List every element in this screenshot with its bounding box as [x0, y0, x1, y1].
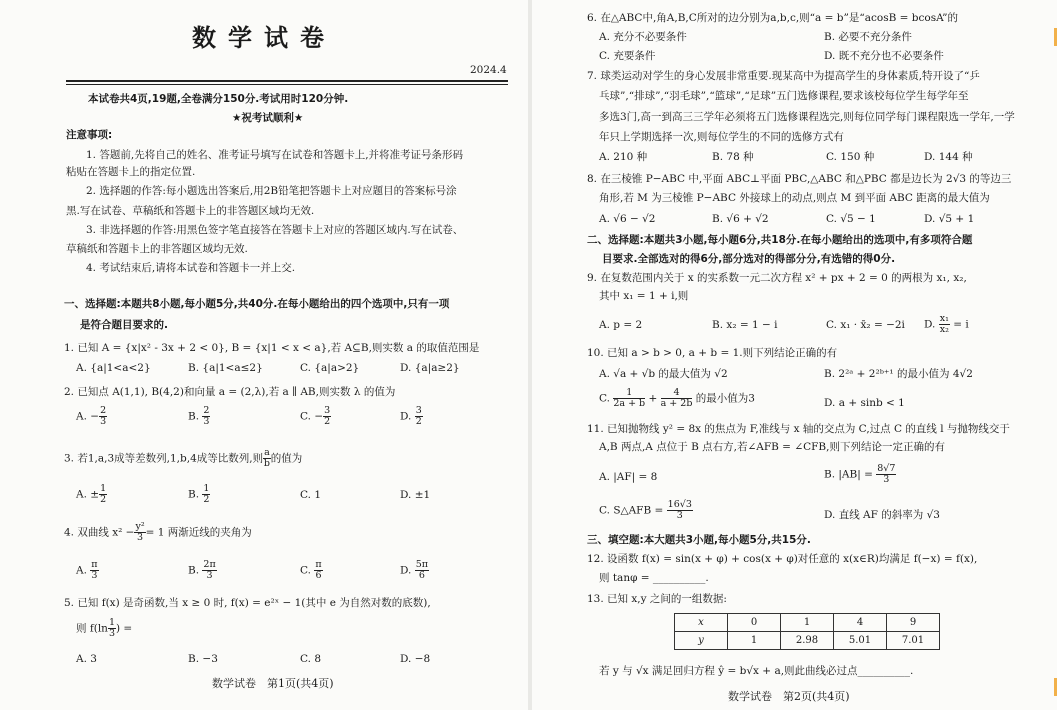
exam-info: 本试卷共4页,19题,全卷满分150分.考试用时120分钟. [88, 93, 349, 105]
notice-line: 4. 考试结束后,请将本试卷和答题卡一并上交. [86, 262, 296, 274]
q3-option-c: C. 1 [300, 489, 322, 501]
q7-stem-cont: 乓球”,“排球”,“羽毛球”,“篮球”,“足球”五门选修课程,要求该校每位学生每学年至 [599, 90, 969, 102]
section-2-heading: 二、选择题:本题共3小题,每小题6分,共18分.在每小题给出的选项中,有多项符合题 [587, 234, 973, 246]
q9-option-d: D. $\frac{\text{x₁}}{\text{x₂}}$ = i [924, 313, 969, 335]
q11-option-c: C. S△AFB = $\frac{16√3}{3}$ [599, 499, 692, 521]
q1-option-c: C. {a|a>2} [300, 362, 360, 374]
notice-line: 3. 非选择题的作答:用黑色签字笔直接答在答题卡上对应的答题区域内.写在试卷、 [86, 224, 464, 236]
q4-option-d: D. $\frac{5\pi}{6}$ [400, 559, 429, 581]
exam-wish: ★祝考试顺利★ [232, 112, 304, 124]
table-cell: 9 [887, 614, 940, 632]
q4-option-c: C. $\frac{\pi}{6}$ [300, 559, 322, 581]
q8-option-a: A. √6 − √2 [599, 213, 656, 225]
q7-option-d: D. 144 种 [924, 151, 973, 163]
table-cell: 2.98 [781, 632, 834, 650]
table-cell: y [675, 632, 728, 650]
q7-stem-cont: 年只上学期选择一次,则每位学生的不同的选修方式有 [599, 131, 844, 143]
header-rule-thin [66, 84, 508, 85]
q1-stem: 1. 已知 A = {x|x² - 3x + 2 < 0}, B = {x|1 < x < a},若 A⊆B,则实数 a 的取值范围是 [64, 342, 480, 354]
section-2-heading-cont: 目要求.全部选对的得6分,部分选对的得部分分,有选错的得0分. [602, 253, 896, 265]
section-3-heading: 三、填空题:本大题共3小题,每小题5分,共15分. [587, 534, 811, 546]
header-rule [66, 80, 508, 82]
q7-stem-cont: 多选3门,高一到高三三学年必须将五门选修课程选完,则每位同学每门课程限选一学年,一学 [599, 111, 1015, 123]
table-cell: 0 [728, 614, 781, 632]
page-1-footer: 数学试卷 第1页(共4页) [212, 677, 334, 690]
table-row [675, 614, 940, 632]
q13-stem: 13. 已知 x,y 之间的一组数据: [587, 593, 727, 605]
q2-option-b: B. $\frac{2}{3}$ [188, 405, 210, 427]
table-cell: 7.01 [887, 632, 940, 650]
q7-stem: 7. 球类运动对学生的身心发展非常重要.现某高中为提高学生的身体素质,特开设了“乒 [587, 70, 980, 82]
notice-line: 粘贴在答题卡上的指定位置. [66, 166, 196, 178]
q10-option-d: D. a + sinb < 1 [824, 397, 905, 409]
q9-option-b: B. x₂ = 1 − i [712, 319, 778, 331]
q10-option-a: A. √a + √b 的最大值为 √2 [599, 368, 728, 380]
table-cell: 1 [728, 632, 781, 650]
q6-option-c: C. 充要条件 [599, 50, 656, 62]
q6-option-b: B. 必要不充分条件 [824, 31, 912, 43]
q5-option-c: C. 8 [300, 653, 322, 665]
notice-line: 2. 选择题的作答:每小题选出答案后,用2B铅笔把答题卡上对应题目的答案标号涂 [86, 185, 457, 197]
q7-option-a: A. 210 种 [599, 151, 648, 163]
q6-stem: 6. 在△ABC中,角A,B,C所对的边分别为a,b,c,则“a = b”是“acosB = bcosA”的 [587, 12, 958, 24]
q11-option-b: B. |AB| = $\frac{8√7}{3}$ [824, 463, 896, 485]
q11-option-a: A. |AF| = 8 [599, 471, 658, 483]
section-1-heading: 一、选择题:本题共8小题,每小题5分,共40分.在每小题给出的四个选项中,只有一项 [64, 298, 450, 310]
q12-stem: 12. 设函数 f(x) = sin(x + φ) + cos(x + φ)对任意的 x(x∈R)均满足 f(−x) = f(x), [587, 553, 978, 565]
notice-line: 1. 答题前,先将自己的姓名、准考证号填写在试卷和答题卡上,并将准考证号条形码 [86, 149, 464, 161]
table-cell: 5.01 [834, 632, 887, 650]
exam-page-2 [532, 0, 1057, 710]
table-row [675, 632, 940, 650]
q5-option-b: B. −3 [188, 653, 218, 665]
q8-option-d: D. √5 + 1 [924, 213, 975, 225]
page-2-footer: 数学试卷 第2页(共4页) [728, 690, 850, 703]
q10-stem: 10. 已知 a > b > 0, a + b = 1.则下列结论正确的有 [587, 347, 838, 359]
q7-option-b: B. 78 种 [712, 151, 754, 163]
table-cell: 1 [781, 614, 834, 632]
section-1-heading-cont: 是符合题目要求的. [80, 319, 168, 331]
q2-option-c: C. − $\frac{3}{2}$ [300, 405, 331, 427]
q10-option-b: B. 2²ᵃ + 2²ᵇ⁺¹ 的最小值为 4√2 [824, 368, 973, 380]
q9-option-c: C. x₁ · x̄₂ = −2i [826, 319, 905, 331]
q3-option-d: D. ±1 [400, 489, 431, 501]
q8-stem: 8. 在三棱锥 P−ABC 中,平面 ABC⊥平面 PBC,△ABC 和△PBC 都是边长为 2√3 的等边三 [587, 173, 1012, 185]
exam-page-1 [0, 0, 528, 710]
q11-stem-cont: A,B 两点,A 点位于 B 点右方,若∠AFB = ∠CFB,则下列结论一定正确的有 [599, 441, 945, 453]
q8-stem-cont: 角形,若 M 为三棱锥 P−ABC 外接球上的动点,则点 M 到平面 ABC 距离的最大值为 [599, 192, 990, 204]
q9-option-a: A. p = 2 [599, 319, 643, 331]
table-cell: 4 [834, 614, 887, 632]
notice-line: 黑.写在试卷、草稿纸和答题卡上的非答题区域均无效. [66, 205, 315, 217]
q9-stem: 9. 在复数范围内关于 x 的实系数一元二次方程 x² + px + 2 = 0 的两根为 x₁, x₂, [587, 272, 967, 284]
q9-stem-cont: 其中 x₁ = 1 + i,则 [599, 290, 689, 302]
q13-data-table [674, 613, 940, 650]
q3-option-b: B. $\frac{1}{2}$ [188, 483, 210, 505]
q8-option-c: C. √5 − 1 [826, 213, 876, 225]
q2-option-a: A. − $\frac{2}{3}$ [76, 405, 107, 427]
q1-option-a: A. {a|1<a<2} [76, 362, 151, 374]
q10-option-c: C. $\frac{1}{2a + b}$ + $\frac{4}{a + 2b}$ 的最小值为3 [599, 387, 755, 409]
q3-option-a: A. ± $\frac{1}{2}$ [76, 483, 107, 505]
q5-stem: 5. 已知 f(x) 是奇函数,当 x ≥ 0 时, f(x) = e²ˣ − 1(其中 e 为自然对数的底数), [64, 597, 431, 609]
q5-option-d: D. −8 [400, 653, 431, 665]
table-cell: x [675, 614, 728, 632]
q11-stem: 11. 已知抛物线 y² = 8x 的焦点为 F,准线与 x 轴的交点为 C,过点 C 的直线 l 与抛物线交于 [587, 423, 1010, 435]
q6-option-a: A. 充分不必要条件 [599, 31, 687, 43]
notice-line: 草稿纸和答题卡上的非答题区域均无效. [66, 243, 248, 255]
q1-option-d: D. {a|a≥2} [400, 362, 460, 374]
q7-option-c: C. 150 种 [826, 151, 875, 163]
q3-stem: 3. 若1,a,3成等差数列,1,b,4成等比数列,则 $\frac{a}{b}$ 的值为 [64, 447, 303, 469]
exam-title: 数学试卷 [192, 24, 336, 52]
q6-option-d: D. 既不充分也不必要条件 [824, 50, 944, 62]
q2-option-d: D. $\frac{3}{2}$ [400, 405, 422, 427]
q13-tail: 若 y 与 √x 满足回归方程 ŷ = b√x + a,则此曲线必过点__________. [599, 665, 914, 677]
q8-option-b: B. √6 + √2 [712, 213, 769, 225]
q4-stem: 4. 双曲线 x² − $\frac{\text{y²}}{3}$ = 1 两渐近线的夹角为 [64, 521, 252, 543]
q5-stem-cont: 则 f(ln $\frac{1}{3}$ ) = [76, 617, 133, 639]
q5-option-a: A. 3 [76, 653, 97, 665]
notice-title: 注意事项: [66, 129, 113, 141]
q2-stem: 2. 已知点 A(1,1), B(4,2)和向量 a = (2,λ),若 a ∥ AB,则实数 λ 的值为 [64, 386, 396, 398]
q4-option-a: A. $\frac{\pi}{3}$ [76, 559, 98, 581]
q11-option-d: D. 直线 AF 的斜率为 √3 [824, 509, 940, 521]
q12-stem-cont: 则 tanφ = __________. [599, 572, 709, 584]
exam-date: 2024.4 [470, 64, 507, 76]
q1-option-b: B. {a|1<a≤2} [188, 362, 263, 374]
q4-option-b: B. $\frac{2\pi}{3}$ [188, 559, 216, 581]
